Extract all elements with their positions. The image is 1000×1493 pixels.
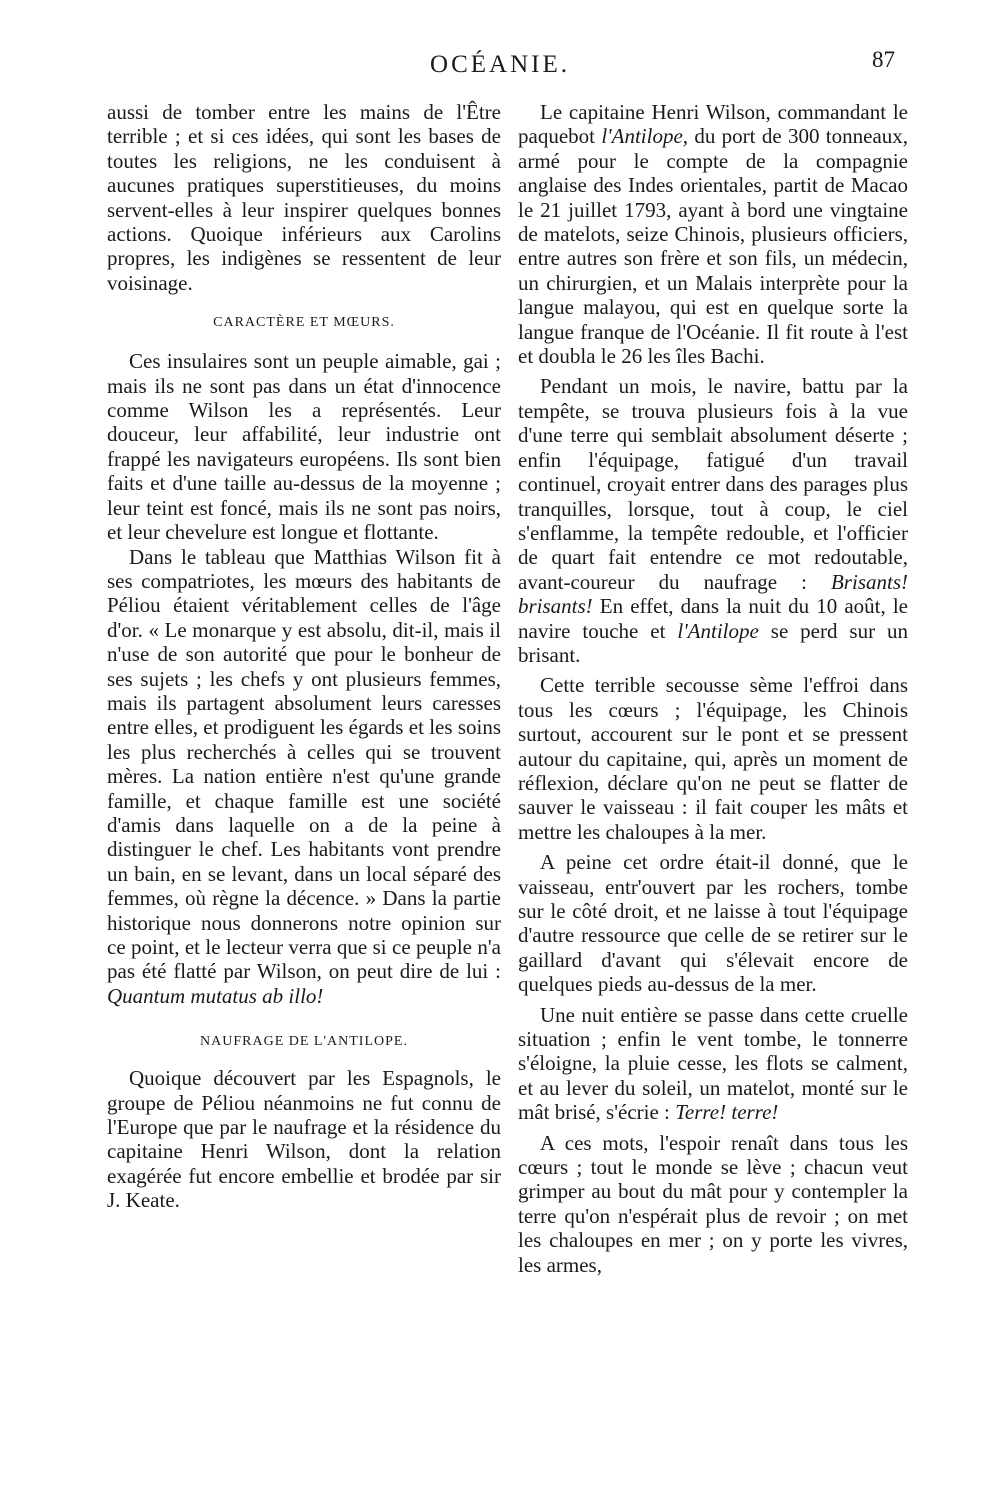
left-column [107,100,501,1213]
paragraph-insulaires: Ces insulaires sont un peuple aimable, gai ; mais ils ne sont pas dans un état d'innocence comme Wilson les a représentés. Leur douceur, leur affabilité, leur industrie ont frappé les navigateurs européens. Ils sont bien faits et d'une taille au-dessus de la moyenne ; leur teint est foncé, mais ils ne sont pas noirs, et leur chevelure est longue et flottante. [107,349,501,545]
paragraph-secousse: Cette terrible secousse sème l'effroi dans tous les cœurs ; l'équipage, les Chinois surtout, accourent sur le pont et se pressent autour du capitaine, qui, après un moment de réflexion, déclare qu'on ne peut se flatter de sauver le vaisseau : il fait couper les mâts et mettre les chaloupes à la mer. [518,673,908,844]
text-segment: Le capitaine Henri Wilson, commandant le paquebot [518,100,908,149]
paragraph-decouverte: Quoique découvert par les Espagnols, le groupe de Péliou néanmoins ne fut connu de l'Europe que par le naufrage et la résidence du capitaine Henri Wilson, dont la relation exagérée fut encore embellie et brodée par sir J. Keate. [107,1066,501,1213]
cry-terre: Terre! terre! [675,1100,779,1125]
section-heading-caractere: CARACTÈRE ET MŒURS. [213,315,395,331]
ship-name: l'Antilope [677,618,759,643]
paragraph-ordre: A peine cet ordre était-il donné, que le vaisseau, entr'ouvert par les rochers, tombe sur le côté droit, et ne laisse à tout l'équipage d'autre ressource que celle de se retirer sur le gaillard d'avant qui s'élevait encore de quelques pieds au-dessus de la mer. [518,850,908,997]
page-number: 87 [872,47,895,72]
paragraph-nuit-entiere [518,1003,908,1125]
right-column [518,100,908,1277]
paragraph-capitaine-wilson [518,100,908,368]
paragraph-tempete [518,374,908,667]
ship-name: l'Antilope [601,124,683,149]
text-segment: , du port de 300 tonneaux, armé pour le compte de la compagnie anglaise des Indes orientales, partit de Macao le 21 juillet 1793, ayant à bord une vingtaine de matelots, seize Chinois, plusieurs officiers, entre autres son frère et son fils, un médecin, un chirurgien, et un Malais interprète pour la langue malayou, qui est en quelque sorte la langue franque de l'Océanie. Il fit route à l'est et doubla le 26 les îles Bachi. [518,124,909,369]
text-segment: En effet, dans la nuit du 10 août, le navire touche et [518,594,909,643]
latin-quote: Quantum mutatus ab illo! [107,983,324,1008]
section-heading-naufrage: NAUFRAGE DE L'ANTILOPE. [200,1034,408,1050]
text-segment: Une nuit entière se passe dans cette cruelle situation ; enfin le vent tombe, le tonnerre s'éloigne, la pluie cesse, les flots se calment, et au lever du soleil, un matelot, monté sur le mât brisé, s'écrie : [518,1002,908,1125]
paragraph-tableau-wilson [107,545,501,1009]
running-title: OCÉANIE. [430,51,570,78]
cry-brisants: Brisants! brisants! [518,569,908,619]
text-segment: se perd sur un brisant. [518,618,908,667]
paragraph-espoir: A ces mots, l'espoir renaît dans tous les cœurs ; tout le monde se lève ; chacun veut grimper au bout du mât pour y contempler la terre qu'on n'espérait plus de revoir ; on met les chaloupes en mer ; on y porte les vivres, les armes, [518,1130,908,1277]
paragraph-tableau-text: Dans le tableau que Matthias Wilson fit à ses compatriotes, les mœurs des habitants de Péliou étaient véritablement celles de l'âge d'or. « Le monarque y est absolu, dit-il, mais il n'use de son autorité que pour le bonheur de ses sujets ; les chefs y ont plusieurs femmes, mais ils partagent absolument leurs caresses entre elles, et prodiguent les égards et les soins les plus recherchés à celles qui se trouvent mères. La nation entière n'est qu'une grande famille, et chaque famille est une société d'amis dans laquelle on a de la peine à distinguer le chef. Les habitants vont prendre un bain, en se levant, dans un local séparé des femmes, où règne la décence. » Dans la partie historique nous donnerons notre opinion sur ce point, et le lecteur verra que si ce peuple n'a pas été flatté par Wilson, on peut dire de lui : [107,544,501,984]
text-segment: Pendant un mois, le navire, battu par la tempête, se trouva plusieurs fois à la vue d'une terre qui semblait absolument déserte ; enfin l'équipage, fatigué d'un travail continuel, croyait entrer dans des parages plus tranquilles, lorsque, tout à coup, le ciel s'enflamme, la tempête redouble, et l'officier de quart fait entendre ce mot redoutable, avant-coureur du naufrage : [518,374,908,594]
paragraph-religion-continuation: aussi de tomber entre les mains de l'Être terrible ; et si ces idées, qui sont les bases de toutes les religions, ne les conduisent à aucunes pratiques superstitieuses, du moins servent-elles à leur inspirer quelques bonnes actions. Quoique inférieurs aux Carolins propres, les indigènes se ressentent de leur voisinage. [107,100,501,295]
